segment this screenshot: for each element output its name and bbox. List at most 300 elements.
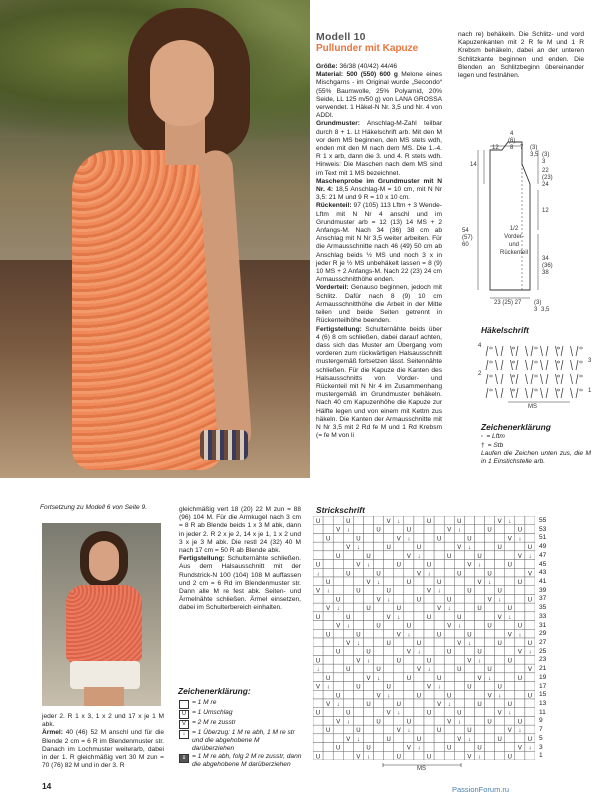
svg-text:V: V (467, 658, 472, 665)
svg-text:U: U (336, 649, 341, 656)
paragraph (316, 326, 442, 441)
svg-text:U: U (447, 693, 452, 700)
svg-text:↓: ↓ (387, 693, 391, 700)
svg-text:V: V (346, 640, 351, 647)
schematic-label: 12 (542, 208, 549, 214)
paragraph-text: Schulternähte schließen. Aus dem Halsausschnitt mit der Rundstrick-N 100 (104) 108 M auffassen und 2 cm = 6 Rd im Blendenmuster str. Dann alle M re fest abk. Seiten- und Ärmelnähte schließen. Ärmel einsetzen, dabei im Schulterbereich einhalten. (179, 555, 301, 612)
svg-text:U: U (356, 728, 361, 735)
paragraph-heading: Maschenprobe im Grundmuster mit N Nr. 4: (316, 177, 442, 194)
svg-text:V: V (517, 745, 522, 752)
svg-text:↓: ↓ (447, 606, 451, 613)
svg-text:U: U (447, 597, 452, 604)
svg-text:U: U (517, 579, 523, 586)
svg-text:U: U (346, 667, 351, 674)
svg-text:U: U (527, 597, 533, 604)
svg-text:U: U (527, 545, 533, 552)
svg-text:U: U (507, 562, 512, 569)
svg-text:U: U (497, 545, 502, 552)
svg-text:↓: ↓ (498, 597, 502, 604)
knit-row-number: 1 (539, 752, 543, 760)
model-subtitle: Pullunder mit Kapuze (316, 43, 419, 54)
legend-item (481, 432, 591, 441)
svg-text:↓: ↓ (417, 553, 421, 560)
svg-text:V: V (386, 614, 391, 621)
svg-text:U: U (386, 588, 391, 595)
svg-text:V: V (406, 553, 411, 560)
svg-text:U: U (396, 701, 401, 708)
crochet-chart (478, 338, 593, 413)
crochet-chart-title: Häkelschrift (481, 325, 529, 335)
paragraph-text: 40 (46) 52 M anschl und für die Blende 2 cm = 6 R im Blendenmuster str. Danach im Lochmuster weiterarb, dabei in der 1. R gleichmäßig vert 30 M zun = 70 (76) 82 M und in der 3. R (42, 729, 164, 770)
svg-text:V: V (527, 667, 532, 674)
svg-text:↓: ↓ (447, 701, 451, 708)
legend-item (481, 441, 591, 450)
svg-text:U: U (396, 658, 401, 665)
svg-text:↓: ↓ (316, 571, 320, 578)
svg-text:U: U (426, 614, 432, 621)
svg-text:V: V (427, 588, 432, 595)
svg-text:V: V (457, 736, 462, 743)
svg-text:V: V (497, 518, 502, 525)
svg-text:U: U (527, 640, 533, 647)
svg-text:V: V (376, 693, 381, 700)
svg-text:V: V (316, 684, 321, 691)
svg-text:V: V (477, 675, 482, 682)
svg-text:U: U (507, 658, 512, 665)
schematic-label: 7 (520, 145, 524, 151)
svg-text:↓: ↓ (346, 527, 350, 534)
svg-text:U: U (527, 736, 533, 743)
knit-row-number: 53 (539, 525, 547, 533)
svg-text:↓: ↓ (457, 623, 461, 630)
svg-text:↓: ↓ (346, 623, 350, 630)
legend-item (179, 753, 303, 769)
svg-text:U: U (366, 553, 371, 560)
svg-text:U: U (376, 623, 381, 630)
svg-text:U: U (487, 527, 492, 534)
schematic-label: 8 (510, 145, 514, 151)
svg-text:V: V (507, 632, 512, 639)
instructions-column-2: nach re) behäkeln. Die Schlitz- und vord Kapuzenkanten mit 2 R fe M und 1 R Krebsm behäkeln, dabei an der unteren Schlitzkante beginnen und enden. Die Blenden an Schlitzbeginn übereinander legen und festnähen. (458, 31, 584, 80)
svg-text:U: U (376, 571, 381, 578)
svg-text:U: U (386, 684, 391, 691)
legend-note: Laufen die Zeichen unten zus, die M in 1 Einstichstelle arb. (481, 450, 591, 466)
svg-text:U: U (325, 579, 331, 586)
svg-text:U: U (457, 518, 462, 525)
knit-row-number: 31 (539, 621, 547, 629)
svg-text:↓: ↓ (457, 719, 461, 726)
svg-text:U: U (457, 710, 462, 717)
svg-text:U: U (436, 579, 442, 586)
svg-text:U: U (507, 606, 512, 613)
svg-text:U: U (356, 684, 361, 691)
svg-text:↓: ↓ (467, 545, 471, 552)
schematic-label: (3) (542, 152, 550, 158)
svg-text:↓: ↓ (397, 614, 401, 621)
legend-text: = 1 Umschlag (192, 709, 233, 716)
paragraph-heading: Ärmel: (42, 729, 63, 737)
svg-text:U: U (436, 728, 442, 735)
svg-text:V: V (336, 623, 341, 630)
paragraph (316, 71, 442, 120)
knit-row-number: 11 (539, 708, 546, 716)
paragraph-heading: Grundmuster: (316, 120, 360, 128)
svg-text:↓: ↓ (528, 745, 532, 752)
svg-text:U: U (336, 597, 341, 604)
svg-text:U: U (487, 571, 492, 578)
paragraph (179, 555, 301, 612)
paragraph-text: jeder 2. R 1 x 3, 1 x 2 und 17 x je 1 M abk. (42, 713, 164, 729)
legend-title: Zeichenerklärung (481, 422, 551, 432)
knit-row-number: 27 (539, 639, 547, 646)
svg-text:↓: ↓ (518, 632, 522, 639)
svg-text:↓: ↓ (478, 658, 481, 665)
schematic-label: (3) (534, 300, 542, 306)
svg-text:U: U (406, 623, 412, 630)
stitch-symbol-icon: V (179, 720, 189, 729)
svg-text:V: V (356, 754, 361, 760)
svg-text:U: U (416, 693, 422, 700)
schematic-label: 3 (534, 307, 538, 313)
knit-row-number: 55 (539, 517, 547, 524)
svg-text:U: U (336, 693, 341, 700)
svg-text:U: U (315, 658, 321, 665)
svg-text:U: U (477, 745, 482, 752)
svg-text:↓: ↓ (356, 736, 360, 743)
knit-row-number: 23 (539, 656, 547, 664)
knit-row-number: 47 (539, 551, 547, 559)
legend-text: = Stb (487, 442, 504, 449)
knit-row-number: 21 (539, 665, 547, 673)
paragraph (316, 63, 442, 71)
svg-text:U: U (356, 536, 361, 543)
schematic-label: 3,5 (541, 307, 550, 313)
svg-text:U: U (457, 667, 462, 674)
svg-text:U: U (507, 701, 512, 708)
schematic-diagram (450, 130, 590, 320)
knit-row-number: 5 (539, 734, 543, 742)
paragraph (316, 202, 442, 284)
svg-text:U: U (366, 606, 371, 613)
paragraph-heading: Fertigstellung: (316, 325, 362, 333)
schematic-label: 1/2 (509, 226, 519, 232)
svg-text:U: U (315, 518, 321, 525)
knit-row-number: 43 (539, 569, 547, 577)
svg-text:V: V (497, 710, 502, 717)
svg-text:↓: ↓ (518, 728, 522, 735)
svg-text:U: U (356, 632, 361, 639)
knit-row-number: 29 (539, 630, 547, 638)
svg-text:U: U (497, 588, 502, 595)
svg-text:V: V (406, 745, 411, 752)
svg-text:↓: ↓ (417, 649, 421, 656)
schematic-label: 60 (462, 242, 469, 248)
svg-text:U: U (447, 649, 452, 656)
knit-row-numbers (537, 516, 557, 760)
svg-text:U: U (447, 553, 452, 560)
paragraph (316, 120, 442, 177)
svg-text:↓: ↓ (336, 606, 340, 613)
knit-row-number: 15 (539, 691, 547, 699)
schematic-label: 24 (542, 182, 549, 188)
legend-text: = 1 M re (192, 699, 217, 706)
svg-text:U: U (517, 675, 523, 682)
svg-text:U: U (426, 754, 432, 760)
knit-row-number: 49 (539, 543, 547, 551)
svg-text:↓: ↓ (427, 667, 431, 674)
svg-text:V: V (406, 649, 411, 656)
svg-text:U: U (376, 667, 381, 674)
svg-text:↓: ↓ (508, 710, 512, 717)
svg-text:↓: ↓ (336, 701, 340, 708)
paragraph-text: Genauso beginnen, jedoch mit Schlitz. Dafür nach 8 (9) 10 cm Armausschnitthöhe die Arbeit in der Mitte teilen und beide Seiten getrennt in Rückenteilhöhe beenden. (316, 284, 442, 325)
svg-text:U: U (487, 623, 492, 630)
svg-text:U: U (487, 719, 492, 726)
svg-text:U: U (426, 562, 432, 569)
paragraph (179, 506, 301, 555)
svg-text:U: U (376, 527, 381, 534)
knit-row-number: 39 (539, 586, 547, 594)
svg-text:↓: ↓ (528, 553, 532, 560)
svg-text:↓: ↓ (427, 571, 431, 578)
svg-text:U: U (315, 562, 321, 569)
svg-text:V: V (507, 728, 512, 735)
svg-text:U: U (457, 614, 462, 621)
svg-text:V: V (467, 562, 472, 569)
crochet-row-number: 1 (588, 388, 592, 394)
schematic-label: (57) (462, 235, 473, 241)
watermark: PassionForum.ru (452, 785, 510, 794)
svg-text:U: U (336, 745, 341, 752)
svg-text:↓: ↓ (397, 710, 401, 717)
svg-text:U: U (467, 728, 472, 735)
svg-text:U: U (467, 632, 472, 639)
model-title: Modell 10 (316, 31, 366, 43)
svg-text:U: U (487, 667, 492, 674)
knit-row-number: 45 (539, 560, 547, 568)
schematic-label: (3) (530, 145, 538, 151)
continuation-note: Fortsetzung zu Modell 6 von Seite 9. (40, 504, 148, 511)
svg-text:↓: ↓ (528, 649, 532, 656)
svg-text:U: U (396, 754, 401, 760)
crochet-row-number: 4 (478, 343, 482, 349)
svg-text:↓: ↓ (356, 545, 360, 552)
paragraph-text: 36/38 (40/42) 44/46 (337, 63, 398, 70)
svg-text:U: U (477, 606, 482, 613)
svg-text:↓: ↓ (346, 719, 350, 726)
svg-text:U: U (386, 736, 391, 743)
crochet-legend (481, 432, 591, 466)
svg-text:↓: ↓ (367, 754, 370, 760)
svg-text:↓: ↓ (367, 658, 370, 665)
svg-text:U: U (467, 588, 472, 595)
svg-text:V: V (457, 640, 462, 647)
svg-text:U: U (406, 675, 412, 682)
svg-text:↓: ↓ (478, 562, 481, 569)
svg-text:V: V (376, 597, 381, 604)
svg-text:U: U (325, 536, 331, 543)
schematic-label: 38 (542, 270, 549, 276)
svg-text:V: V (487, 693, 492, 700)
svg-text:V: V (447, 719, 452, 726)
schematic-label: 54 (462, 228, 469, 234)
instructions-column-1 (316, 63, 442, 440)
crochet-ms-label: MS (528, 404, 537, 410)
paragraph-text: 97 (105) 113 Lftm + 3 Wende-Lftm mit N Nr 4 anschl und im Grundmuster arb = 12 (13) 14 MS + 2 Anfangs-M. Nach 34 (36) 38 cm ab Anschlag mit N Nr 3,5 weiter arbeiten. Für die Armausschnitte nach 46 (49) 50 cm ab Anschlag beids ½ MS und noch 3 x in jeder R je ½ MS unbehäkelt lassen = 8 (9) 10 MS + 2 Anfangs-M. Nach 22 (23) 24 cm Armausschnitthöhe enden. (316, 202, 442, 284)
svg-text:U: U (406, 719, 412, 726)
stitch-symbol-icon: ↓ (179, 730, 189, 739)
paragraph-heading: Größe: (316, 63, 338, 70)
schematic-label: Rückenteil (499, 250, 528, 256)
legend-text: = 1 Überzug: 1 M re abh, 1 M re str und die abgehobene M darüberziehen (192, 729, 295, 752)
svg-text:V: V (326, 701, 331, 708)
knit-row-number: 7 (539, 726, 543, 734)
chain-stitch-icon: ◦ (481, 433, 484, 440)
svg-text:U: U (517, 623, 523, 630)
svg-text:U: U (325, 675, 331, 682)
knit-row-number: 17 (539, 682, 547, 690)
svg-text:U: U (356, 588, 361, 595)
svg-text:V: V (467, 754, 472, 760)
svg-text:U: U (507, 754, 512, 760)
svg-text:↓: ↓ (467, 640, 471, 647)
paragraph-text: Schulternähte beids über 4 (6) 8 cm schließen, dabei darauf achten, dass sich das Muster am Übergang vom vorderen zum rückwärtigen Halsausschnitt mustergemäß fortsetzen lässt. Seitennähte schließen. Für die Kapuze die Kanten des Halsausschnitts von Vorder- und Rückenteil mit N Nr 4 im Zusammenhang mustergemäß im Grundmuster behäkeln. Nach 40 cm Kapuzenhöhe die Kapuze zur Hälfte legen und von einem mit Kettm zus häkeln. Die Kanten der Armausschnitte mit N Nr 3,5 mit 2 Rd fe M und 1 Rd Krebsm (= fe M von li (316, 325, 442, 440)
svg-text:V: V (416, 667, 421, 674)
svg-text:U: U (467, 536, 472, 543)
svg-text:U: U (396, 562, 401, 569)
paragraph-heading: Fertigstellung: (179, 555, 225, 563)
crochet-row-number: 3 (588, 358, 592, 364)
svg-text:↓: ↓ (356, 640, 360, 647)
knit-row-number: 25 (539, 647, 547, 655)
schematic-label: (6) (508, 138, 516, 144)
crochet-vest (72, 150, 222, 470)
svg-text:U: U (497, 640, 502, 647)
schematic-label: (23) (542, 175, 553, 181)
svg-text:U: U (426, 710, 432, 717)
knit-legend (179, 699, 303, 769)
main-photo (0, 0, 310, 478)
schematic-label: (36) (542, 263, 553, 269)
schematic-label: 23 (25) 27 (494, 300, 522, 306)
schematic-label: 12 (492, 145, 499, 151)
svg-text:U: U (386, 545, 391, 552)
svg-text:↓: ↓ (478, 754, 481, 760)
small-photo (42, 523, 161, 706)
svg-text:V: V (396, 536, 401, 543)
svg-text:U: U (315, 614, 321, 621)
knit-row-number: 13 (539, 700, 547, 707)
svg-text:U: U (325, 632, 331, 639)
knit-row-number: 3 (539, 743, 543, 751)
svg-text:↓: ↓ (518, 536, 522, 543)
svg-text:U: U (366, 649, 371, 656)
svg-text:U: U (366, 745, 371, 752)
svg-text:U: U (426, 518, 432, 525)
svg-text:V: V (346, 736, 351, 743)
svg-text:V: V (366, 579, 371, 586)
paragraph-text: 18,5 Anschlag-M = 10 cm, mit N Nr 3,5: 21 M und 9 R = 10 x 10 cm. (316, 186, 442, 202)
svg-text:U: U (346, 614, 351, 621)
knit-row-number: 33 (539, 612, 547, 620)
svg-text:↓: ↓ (407, 728, 411, 735)
svg-text:U: U (406, 579, 412, 586)
svg-text:V: V (336, 719, 341, 726)
svg-text:U: U (447, 745, 452, 752)
svg-text:U: U (467, 684, 472, 691)
legend-item (179, 719, 303, 729)
svg-text:V: V (507, 536, 512, 543)
svg-text:↓: ↓ (326, 588, 330, 595)
svg-text:↓: ↓ (397, 518, 401, 525)
legend-text: = 1 M re abh, folg 2 M re zusstr, dann die abgehobene M darüberziehen (192, 753, 302, 768)
svg-text:V: V (497, 614, 502, 621)
svg-text:V: V (437, 606, 442, 613)
svg-text:↓: ↓ (467, 736, 471, 743)
svg-text:V: V (386, 710, 391, 717)
paragraph-text: gleichmäßig vert 18 (20) 22 M zun = 88 (96) 104 M. Für die Armkugel nach 3 cm = 8 R ab Blende beids 1 x 3 M abk, dann in jeder 2. R 2 x je 2, 14 x je 1, 1 x 2 und 3 x je 3 M abk. Die restl 24 (32) 40 M nach 17 cm = 50 R ab Blende abk. (179, 506, 301, 555)
svg-text:↓: ↓ (407, 632, 411, 639)
schematic-label: Vorder- (504, 234, 524, 240)
svg-text:V: V (316, 588, 321, 595)
paragraph-text: Anschlag-M-Zahl teilbar durch 8 + 1. Lt Häkelschrift arb. Mit den M vor dem MS beginnen, den MS stets wdh, enden mit den M nach dem MS. Die 1.-4. R 1 x arb, dann die 3. und 4. R stets wdh. Hinweis: Die Maschen nach dem MS sind im Text mit 1 MS bezeichnet. (316, 120, 442, 177)
svg-text:V: V (487, 597, 492, 604)
continuation-text (179, 506, 301, 613)
schematic-label: 22 (542, 168, 549, 174)
svg-text:V: V (326, 606, 331, 613)
svg-text:↓: ↓ (508, 614, 512, 621)
svg-text:U: U (396, 606, 401, 613)
schematic-label: 4 (510, 131, 514, 137)
double-crochet-icon: † (481, 442, 485, 449)
knit-ms-label: MS (417, 766, 426, 772)
paragraph-heading: Material: 500 (550) 600 g (316, 71, 398, 79)
svg-text:U: U (497, 684, 502, 691)
svg-text:↓: ↓ (508, 518, 512, 525)
paragraph (316, 284, 442, 325)
svg-text:U: U (497, 736, 502, 743)
crochet-row-number: 2 (478, 371, 482, 377)
svg-text:U: U (477, 553, 482, 560)
stitch-symbol-icon: ⇓ (179, 754, 189, 763)
schematic-label: und (508, 242, 519, 248)
svg-text:V: V (437, 701, 442, 708)
knit-row-number: 41 (539, 578, 547, 585)
svg-text:V: V (447, 623, 452, 630)
knit-row-number: 51 (539, 534, 547, 542)
svg-text:V: V (396, 728, 401, 735)
svg-text:V: V (477, 579, 482, 586)
svg-text:U: U (366, 701, 371, 708)
svg-text:U: U (406, 527, 412, 534)
stitch-symbol-icon (179, 700, 189, 709)
svg-text:U: U (346, 710, 351, 717)
svg-text:U: U (416, 545, 422, 552)
svg-text:↓: ↓ (417, 745, 421, 752)
svg-text:↓: ↓ (488, 579, 492, 586)
svg-text:U: U (477, 649, 482, 656)
paragraph (316, 178, 442, 203)
svg-text:↓: ↓ (316, 667, 320, 674)
legend-text: = Lftm (486, 433, 505, 440)
knit-row-number: 19 (539, 673, 547, 681)
schematic-label: 3,5 (530, 152, 539, 158)
svg-text:U: U (436, 632, 442, 639)
svg-text:V: V (336, 527, 341, 534)
paragraph (42, 729, 164, 770)
svg-text:↓: ↓ (377, 675, 381, 682)
svg-text:↓: ↓ (437, 588, 441, 595)
